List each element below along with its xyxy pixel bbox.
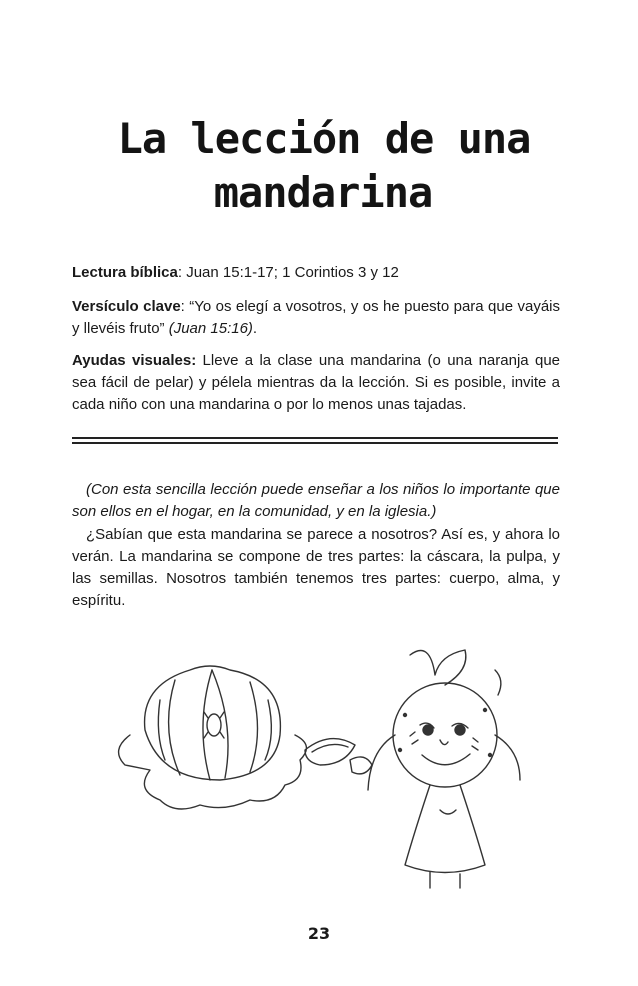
ayudas-text: Lleve a la clase una mandarina (o una naranja que sea fácil de pelar) y pélela mientras da la lección. Si es posible, invite a cada niño con una mandarina o por lo menos unas tajadas. [72,352,561,413]
peeled-tangerine-drawing [119,666,307,809]
divider-top [72,437,558,439]
tangerine-illustration [100,640,530,890]
main-paragraph: ¿Sabían que esta mandarina se parece a nosotros? Así es, y ahora lo verán. La mandarina se compone de tres partes: la cáscara, la pulpa, y las semillas. Nosotros también tenemos tres partes: cuerpo, alma, y espíritu. [72,526,560,609]
ayudas-paragraph [72,350,560,416]
versiculo-end: . [252,320,258,337]
lectura-text: : Juan 15:1-17; 1 Corintios 3 y 12 [177,264,399,281]
lectura-label: Lectura bíblica [72,264,178,281]
divider-bottom [72,442,558,444]
lectura-line [72,262,560,284]
lesson-title [0,112,638,220]
tangerine-slice-drawing [305,739,372,774]
versiculo-reference: (Juan 15:16) [164,320,253,337]
ayudas-label: Ayudas visuales: [72,352,197,369]
title-line-2: mandarina [213,168,433,217]
page-number: 23 [307,924,331,943]
versiculo-label: Versículo clave [72,298,181,315]
versiculo-paragraph [72,296,560,340]
title-line-1: La lección de una [117,114,531,163]
intro-paragraph: (Con esta sencilla lección puede enseñar a los niños lo importante que son ellos en el hogar, en la comunidad, y en la iglesia.) [72,481,560,520]
tangerine-girl-drawing [368,650,520,888]
versiculo-text: : “Yo os elegí a vosotros, y os he puesto para que vayáis y llevéis fruto” [72,298,560,337]
